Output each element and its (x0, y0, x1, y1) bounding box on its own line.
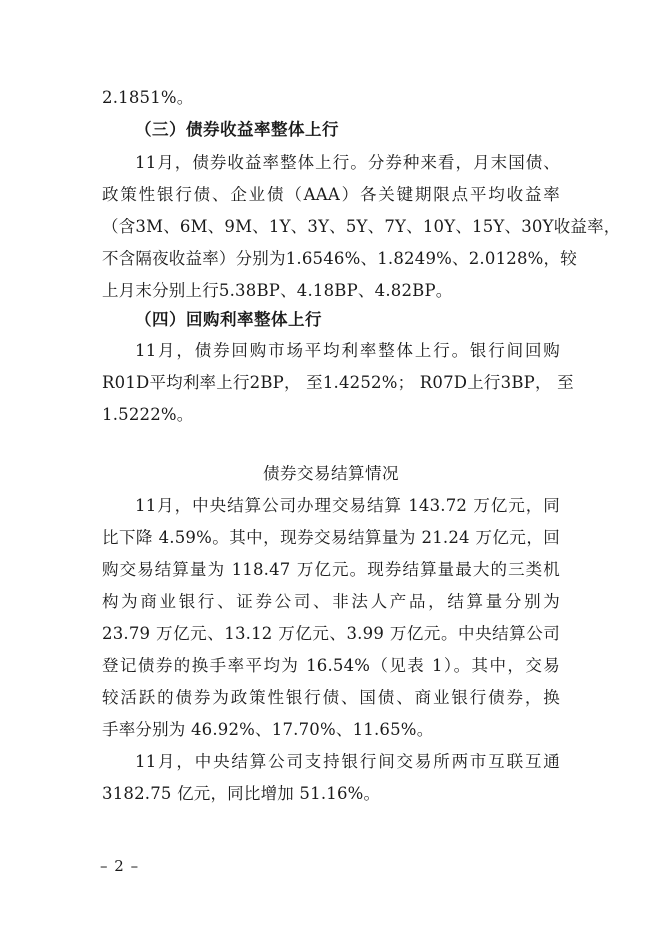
paragraph-line: 较活跃的债券为政策性银行债、国债、商业银行债券，换 (102, 688, 560, 707)
paragraph-line: 不含隔夜收益率）分别为1.6546%、1.8249%、2.0128%，较 (102, 249, 577, 268)
paragraph-line: 比下降 4.59%。其中，现券交易结算量为 21.24 万亿元，回 (102, 528, 560, 547)
section-title: 债券交易结算情况 (263, 464, 399, 483)
paragraph-line: 登记债券的换手率平均为 16.54%（见表 1）。其中，交易 (102, 656, 560, 675)
subheading-repo: （四）回购利率整体上行 (135, 310, 322, 329)
subheading-yield: （三）债券收益率整体上行 (135, 120, 339, 139)
paragraph-line: 上月末分别上行5.38BP、4.18BP、4.82BP。 (102, 281, 453, 300)
paragraph-line: 2.1851%。 (102, 88, 194, 107)
paragraph-line: 政策性银行债、企业债（AAA）各关键期限点平均收益率 (102, 185, 560, 204)
paragraph-line: 手率分别为 46.92%、17.70%、11.65%。 (102, 720, 434, 739)
paragraph-line: 构为商业银行、证券公司、非法人产品，结算量分别为 (102, 592, 560, 611)
paragraph-line: 23.79 万亿元、13.12 万亿元、3.99 万亿元。中央结算公司 (102, 624, 560, 643)
paragraph-line: 3182.75 亿元，同比增加 51.16%。 (102, 784, 381, 803)
paragraph-line: 11月，债券回购市场平均利率整体上行。银行间回购 (135, 341, 560, 360)
paragraph-line: R01D平均利率上行2BP， 至1.4252%； R07D上行3BP， 至 (102, 373, 574, 392)
paragraph-line: 11月，债券收益率整体上行。分券种来看，月末国债、 (135, 153, 560, 172)
paragraph-line: 11月，中央结算公司办理交易结算 143.72 万亿元，同 (135, 496, 560, 515)
paragraph-line: 11月，中央结算公司支持银行间交易所两市互联互通 (135, 752, 560, 771)
paragraph-line: 1.5222%。 (102, 405, 194, 424)
paragraph-line: 购交易结算量为 118.47 万亿元。现券结算量最大的三类机 (102, 560, 560, 579)
page-number: – 2 – (100, 857, 140, 875)
paragraph-line: （含3M、6M、9M、1Y、3Y、5Y、7Y、10Y、15Y、30Y收益率， (102, 217, 621, 236)
